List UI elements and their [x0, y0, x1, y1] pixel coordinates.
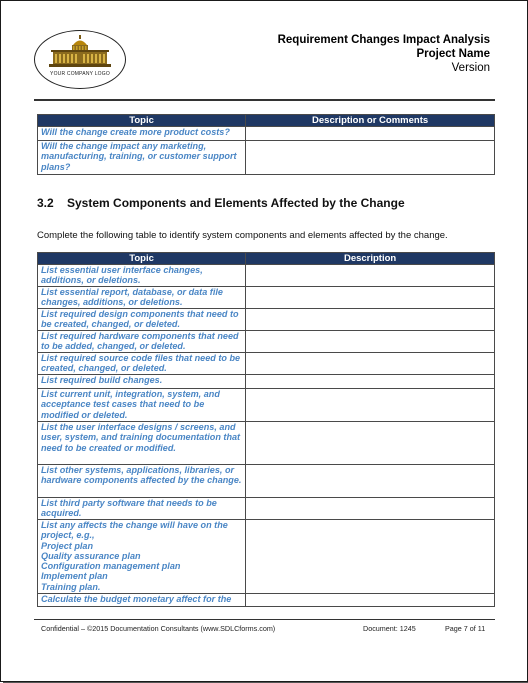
impact-table	[37, 114, 495, 175]
table-row	[38, 520, 495, 594]
topic-cell: List third party software that needs to be acquired.	[38, 498, 246, 520]
table-row	[38, 389, 495, 422]
table-row	[38, 594, 495, 607]
description-cell[interactable]	[246, 375, 495, 389]
table-row	[38, 127, 495, 141]
topic-cell: Will the change create more product costs?	[38, 127, 246, 141]
description-cell[interactable]	[246, 465, 495, 498]
table-row	[38, 498, 495, 520]
description-cell[interactable]	[246, 422, 495, 465]
table-row	[38, 353, 495, 375]
topic-cell: List required source code files that need to be created, changed, or deleted.	[38, 353, 246, 375]
column-header-description: Description or Comments	[246, 115, 495, 127]
topic-cell: List required build changes.	[38, 375, 246, 389]
capitol-building-icon	[35, 31, 125, 88]
topic-cell: Calculate the budget monetary affect for the	[38, 594, 246, 607]
topic-cell: List essential user interface changes, additions, or deletions.	[38, 265, 246, 287]
column-header-topic: Topic	[38, 115, 246, 127]
table-row	[38, 265, 495, 287]
description-cell[interactable]	[246, 594, 495, 607]
section-intro: Complete the following table to identify system components and elements affected by the change.	[37, 230, 448, 241]
description-cell[interactable]	[246, 331, 495, 353]
topic-cell: List the user interface designs / screens, and user, system, and training documentation that need to be created or modified.	[38, 422, 246, 465]
footer-divider	[34, 619, 495, 620]
column-header-topic: Topic	[38, 253, 246, 265]
description-cell[interactable]	[246, 287, 495, 309]
topic-cell: Will the change impact any marketing, manufacturing, training, or customer support plans?	[38, 141, 246, 175]
description-cell[interactable]	[246, 309, 495, 331]
description-cell[interactable]	[246, 389, 495, 422]
topic-cell: List required hardware components that need to be added, changed, or deleted.	[38, 331, 246, 353]
header-divider	[34, 99, 495, 101]
footer-document-number: Document: 1245	[363, 624, 416, 633]
table-row	[38, 287, 495, 309]
topic-cell: List any affects the change will have on the project, e.g., Project plan Quality assurance plan Configuration management plan Implement plan Training plan.	[38, 520, 246, 594]
table-row	[38, 331, 495, 353]
company-logo	[34, 30, 126, 89]
table-row	[38, 465, 495, 498]
document-title: Requirement Changes Impact Analysis	[277, 34, 490, 46]
description-cell[interactable]	[246, 498, 495, 520]
column-header-description: Description	[246, 253, 495, 265]
description-cell[interactable]	[246, 353, 495, 375]
table-row	[38, 375, 495, 389]
section-title: System Components and Elements Affected by the Change	[67, 196, 405, 210]
description-cell[interactable]	[246, 520, 495, 594]
comment-cell[interactable]	[246, 141, 495, 175]
description-cell[interactable]	[246, 265, 495, 287]
table-row	[38, 141, 495, 175]
topic-cell: List essential report, database, or data file changes, additions, or deletions.	[38, 287, 246, 309]
document-version: Version	[451, 62, 490, 74]
topic-cell: List required design components that need to be created, changed, or deleted.	[38, 309, 246, 331]
section-number: 3.2	[37, 196, 54, 210]
topic-cell: List current unit, integration, system, and acceptance test cases that need to be modified or deleted.	[38, 389, 246, 422]
table-row	[38, 309, 495, 331]
table-row	[38, 422, 495, 465]
footer-confidential: Confidential – ©2015 Documentation Consultants (www.SDLCforms.com)	[41, 624, 276, 633]
components-table	[37, 252, 495, 607]
footer-page-number: Page 7 of 11	[445, 624, 486, 633]
logo-text: YOUR COMPANY LOGO	[50, 71, 110, 77]
topic-cell: List other systems, applications, libraries, or hardware components affected by the change.	[38, 465, 246, 498]
comment-cell[interactable]	[246, 127, 495, 141]
section-heading	[37, 196, 405, 210]
project-name: Project Name	[416, 48, 490, 60]
